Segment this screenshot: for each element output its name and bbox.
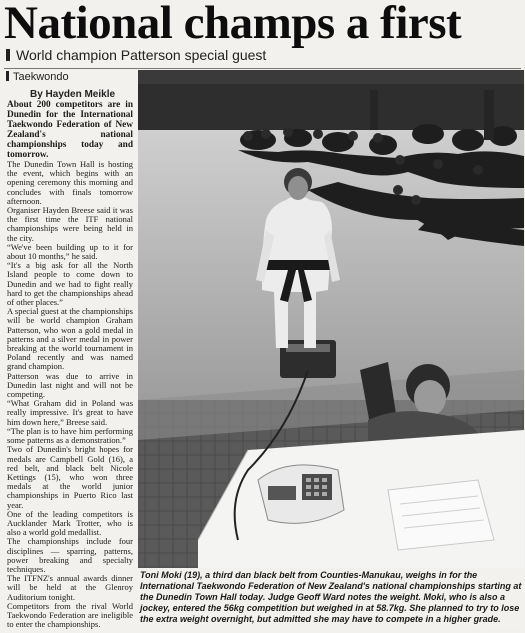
subheading (6, 47, 266, 64)
article-paragraph: Two of Dunedin's bright hopes for medals are Campbell Gold (16), a red belt, and black belt Nicole Kettings (15), who won three medals at the world junior championships in Puerto Rico last year. (7, 444, 133, 510)
byline: By Hayden Meikle (30, 89, 116, 100)
article-paragraph: The Dunedin Town Hall is hosting the event, which begins with an opening ceremony this morning and concludes with finals tomorrow afternoon. (7, 159, 133, 206)
photo-illustration (138, 70, 524, 568)
section-bar (6, 71, 9, 81)
photo-credit: PHOTO: JANE DAWBER (469, 628, 520, 633)
headline: National champs a first (4, 0, 462, 49)
subheading-text: World champion Patterson special guest (16, 47, 267, 63)
photo-caption: Toni Moki (19), a third dan black belt from Counties-Manukau, weighs in for the International Taekwondo Federation of New Zealand's national championships starting at the Dunedin Town Hall today. Judge Geoff Ward notes the weight. Moki, who is also a jockey, entered the 56kg competition but weighed in at 58.7kg. She planned to try to lose the extra weight overnight, but admitted she may have to compete in a higher grade. (140, 570, 522, 624)
article-paragraph: Patterson was due to arrive in Dunedin last night and will not be competing. (7, 370, 133, 400)
article-paragraph: “The plan is to have him performing some patterns as a demonstration.” (7, 425, 133, 446)
article-paragraph: “What Graham did in Poland was really impressive. It's great to have him down here,” Breese said. (7, 398, 133, 427)
article-paragraph: One of the leading competitors is Aucklander Mark Trotter, who is also a world gold medallist. (7, 508, 133, 538)
article-paragraph: Organiser Hayden Breese said it was the first time the ITF national championships were being held in the city. (7, 205, 133, 243)
article-body (7, 100, 133, 629)
section-rule (4, 68, 521, 69)
article-paragraph: The ITFNZ's annual awards dinner will be held at the Glenroy Auditorium tonight. (7, 573, 133, 602)
article-paragraph: A special guest at the championships will be world champion Graham Patterson, who won a gold medal in patterns and a silver medal in power breaking at the world tournament in Poland recently and was named grand champion. (7, 306, 133, 372)
subheading-bar (6, 49, 10, 61)
section-label-text: Taekwondo (13, 71, 69, 83)
article-paragraph: About 200 competitors are in Dunedin for the International Taekwondo Federation of New Zealand's national championships today and tomorrow. (7, 100, 133, 160)
article-paragraph: “We've been building up to it for about 10 months,” he said. (7, 241, 133, 262)
section-label (6, 71, 69, 84)
article-paragraph: “It's a big ask for all the North Island people to come down to Dunedin and we had to fight really hard to get the championships ahead of other places.” (7, 260, 133, 308)
article-paragraph: Competitors from the rival World Taekwondo Federation are ineligible to enter the championships. (7, 600, 133, 630)
article-paragraph: The championships include four disciplines — sparring, patterns, power breaking and specialty techniques. (7, 536, 133, 574)
